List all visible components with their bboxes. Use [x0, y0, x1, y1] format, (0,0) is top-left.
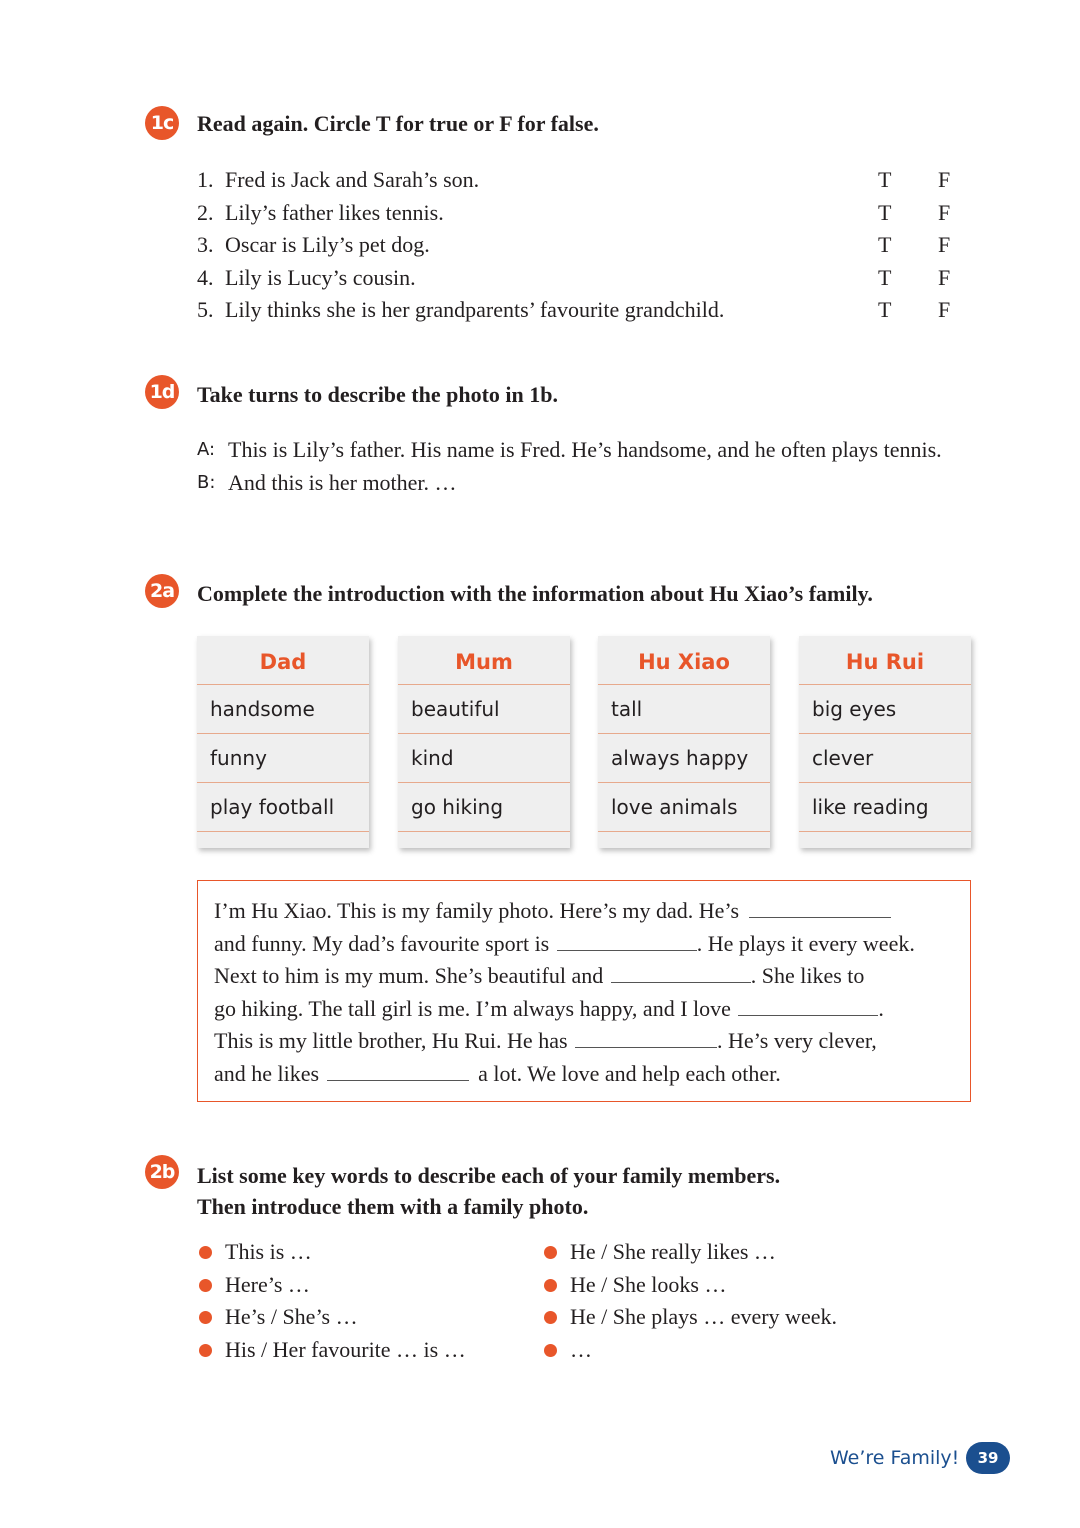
card-item: play football: [197, 783, 369, 832]
bullet-item: [197, 1301, 466, 1334]
tf-item: [197, 262, 967, 295]
bullet-list-left: [197, 1236, 466, 1366]
bullet-text: …: [570, 1336, 592, 1362]
passage-line: [214, 928, 956, 961]
answer-blank[interactable]: [738, 995, 878, 1016]
bullet-item: [542, 1301, 837, 1334]
bullet-text: He’s / She’s …: [225, 1304, 358, 1329]
tf-item: [197, 229, 967, 262]
passage-text: . She likes to: [750, 963, 865, 988]
card-item: go hiking: [398, 783, 570, 832]
card-item: beautiful: [398, 685, 570, 734]
item-sentence: Lily is Lucy’s cousin.: [225, 264, 416, 290]
true-option[interactable]: T: [878, 199, 892, 225]
card-item: big eyes: [799, 685, 971, 734]
bullet-text: He / She really likes …: [570, 1239, 776, 1264]
bullet-list-right: [542, 1236, 837, 1366]
passage-text: go hiking. The tall girl is me. I’m always happy, and I love: [214, 995, 731, 1021]
passage-text: This is my little brother, Hu Rui. He has: [214, 1028, 568, 1053]
passage-text: I’m Hu Xiao. This is my family photo. Here’s my dad. He’s: [214, 898, 740, 923]
answer-blank[interactable]: [557, 930, 697, 951]
answer-blank[interactable]: [575, 1027, 717, 1048]
info-card-hu-rui: [799, 636, 971, 848]
item-number: 4.: [197, 264, 214, 290]
item-number: 2.: [197, 199, 214, 225]
bullet-text: His / Her favourite … is …: [225, 1336, 466, 1362]
passage-line: [214, 993, 956, 1026]
bullet-dot-icon: [199, 1246, 212, 1259]
false-option[interactable]: F: [938, 297, 951, 322]
tf-item: [197, 197, 967, 230]
bullet-dot-icon: [199, 1311, 212, 1324]
section-badge-2a: 2a: [145, 574, 179, 608]
item-number: 3.: [197, 232, 214, 257]
bullet-dot-icon: [544, 1246, 557, 1259]
passage-text: and he likes: [214, 1060, 320, 1086]
card-item: love animals: [598, 783, 770, 832]
info-card-hu-xiao: [598, 636, 770, 848]
bullet-dot-icon: [199, 1344, 212, 1357]
true-option[interactable]: T: [878, 232, 892, 257]
bullet-text: Here’s …: [225, 1271, 310, 1297]
bullet-dot-icon: [544, 1311, 557, 1324]
bullet-item: [542, 1269, 837, 1302]
passage-line: [214, 1025, 956, 1058]
bullet-item: [197, 1236, 466, 1269]
section-heading-2b-line2: Then introduce them with a family photo.: [197, 1194, 589, 1219]
passage-text: and funny. My dad’s favourite sport is: [214, 930, 550, 956]
section-badge-1d: 1d: [145, 375, 179, 409]
answer-blank[interactable]: [327, 1060, 469, 1081]
item-sentence: Lily thinks she is her grandparents’ favourite grandchild.: [225, 297, 725, 322]
answer-blank[interactable]: [611, 962, 751, 983]
dialog: [197, 434, 987, 499]
bullet-text: He / She looks …: [570, 1271, 727, 1297]
page-number: 39: [966, 1442, 1010, 1474]
info-card-dad: [197, 636, 369, 848]
introduction-passage: [197, 880, 971, 1102]
bullet-dot-icon: [544, 1344, 557, 1357]
false-option[interactable]: F: [938, 199, 951, 225]
passage-text: Next to him is my mum. She’s beautiful and: [214, 963, 604, 988]
answer-blank[interactable]: [749, 897, 891, 918]
card-item: clever: [799, 734, 971, 783]
bullet-dot-icon: [199, 1279, 212, 1292]
section-badge-2b: 2b: [145, 1155, 179, 1189]
unit-title: We’re Family!: [830, 1447, 960, 1469]
true-false-list: [197, 164, 967, 327]
card-item: tall: [598, 685, 770, 734]
info-card-mum: [398, 636, 570, 848]
card-title: Hu Xiao: [598, 636, 770, 685]
card-item: like reading: [799, 783, 971, 832]
card-item: always happy: [598, 734, 770, 783]
card-item: handsome: [197, 685, 369, 734]
bullet-item: [542, 1334, 837, 1367]
tf-item: [197, 294, 967, 327]
card-title: Dad: [197, 636, 369, 685]
passage-text: .: [878, 995, 884, 1021]
section-heading-2a: Complete the introduction with the information about Hu Xiao’s family.: [197, 581, 873, 606]
true-option[interactable]: T: [878, 264, 892, 290]
true-option[interactable]: T: [878, 297, 892, 322]
item-sentence: Lily’s father likes tennis.: [225, 199, 444, 225]
dialog-line: [197, 467, 987, 500]
false-option[interactable]: F: [938, 232, 951, 257]
false-option[interactable]: F: [938, 167, 951, 192]
false-option[interactable]: F: [938, 264, 951, 290]
bullet-text: He / She plays … every week.: [570, 1304, 837, 1329]
section-heading-1c: Read again. Circle T for true or F for false.: [197, 111, 599, 136]
card-title: Hu Rui: [799, 636, 971, 685]
true-option[interactable]: T: [878, 167, 892, 192]
speaker-label: A:: [197, 439, 216, 460]
bullet-item: [542, 1236, 837, 1269]
passage-text: . He plays it every week.: [696, 930, 915, 956]
item-number: 5.: [197, 297, 214, 322]
passage-line: [214, 960, 956, 993]
item-sentence: Fred is Jack and Sarah’s son.: [225, 167, 480, 192]
bullet-item: [197, 1334, 466, 1367]
dialog-text: This is Lily’s father. His name is Fred. He’s handsome, and he often plays tennis.: [228, 437, 942, 462]
section-heading-2b: List some key words to describe each of your family members.: [197, 1163, 781, 1188]
section-badge-1c: 1c: [145, 106, 179, 140]
passage-text: . He’s very clever,: [717, 1028, 877, 1053]
bullet-dot-icon: [544, 1279, 557, 1292]
item-number: 1.: [197, 167, 214, 192]
section-heading-1d: Take turns to describe the photo in 1b.: [197, 382, 559, 407]
passage-line: [214, 1058, 956, 1091]
dialog-text: And this is her mother. …: [228, 469, 457, 495]
dialog-line: [197, 434, 987, 467]
passage-text: a lot. We love and help each other.: [478, 1060, 781, 1086]
card-item: funny: [197, 734, 369, 783]
bullet-item: [197, 1269, 466, 1302]
card-title: Mum: [398, 636, 570, 685]
speaker-label: B:: [197, 471, 216, 493]
card-item: kind: [398, 734, 570, 783]
passage-line: [214, 895, 956, 928]
tf-item: [197, 164, 967, 197]
item-sentence: Oscar is Lily’s pet dog.: [225, 232, 430, 257]
bullet-text: This is …: [225, 1239, 312, 1264]
